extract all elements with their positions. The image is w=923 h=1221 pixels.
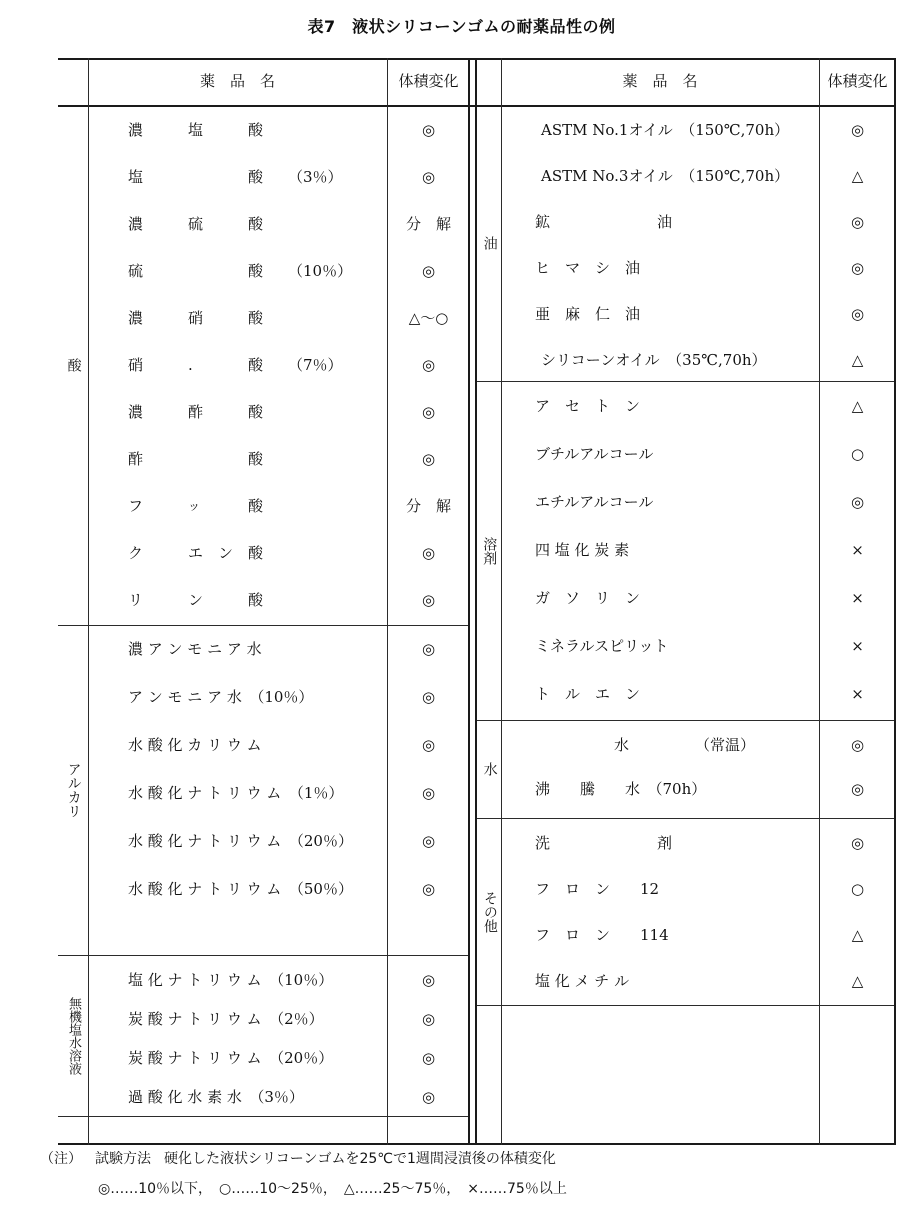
left-divider-alkali-salt: [58, 955, 470, 956]
value-cell: ×: [851, 685, 864, 703]
table-row: [501, 531, 819, 570]
value-cell: 分 解: [405, 215, 451, 233]
cell-text: ト ル エ ン: [535, 685, 641, 703]
cell-text-c: 酸: [248, 591, 264, 609]
cell-text-c: 酸: [248, 403, 264, 421]
cell-text-b: ッ: [188, 499, 201, 513]
cell-text: ブチルアルコール: [535, 445, 654, 463]
table-row: [88, 252, 387, 291]
cell-text: 水 酸 化 ナ ト リ ウ ム （20％）: [128, 832, 353, 850]
cell-text-b: .: [188, 356, 193, 374]
table-row: [501, 916, 819, 955]
value-cell: ◎: [421, 403, 436, 421]
table-row: [88, 774, 387, 813]
value-cell: ◎: [421, 121, 436, 139]
table-row: [88, 630, 387, 669]
cell-text-c: 酸: [248, 262, 264, 280]
value-cell: ◎: [421, 880, 436, 898]
cell-text-a: 濃: [128, 309, 144, 327]
table-row: [88, 678, 387, 717]
table-row: [88, 158, 387, 197]
table-row: [88, 393, 387, 432]
value-cell: ◎: [850, 121, 865, 139]
cell-text: 四 塩 化 炭 素: [535, 541, 630, 559]
cell-text-b: 硝: [188, 309, 204, 327]
cell-text-a: 硝: [128, 356, 144, 374]
cell-text: 水 酸 化 ナ ト リ ウ ム （1％）: [128, 784, 344, 802]
header-left-chemical-name: 薬 品 名: [199, 72, 275, 90]
value-cell: ◎: [850, 736, 865, 754]
right-divider-solvent-water: [477, 720, 896, 721]
cell-text-c: 酸: [248, 168, 264, 186]
header-left-volume-change: 体積変化: [398, 72, 459, 90]
page-title: 表7 液状シリコーンゴムの耐薬品性の例: [307, 17, 616, 36]
cell-text: ヒ マ シ 油: [535, 259, 641, 277]
table-row: [88, 299, 387, 338]
value-cell: ◎: [421, 784, 436, 802]
cell-text-a: 鉱: [535, 213, 551, 231]
value-cell: 分 解: [405, 497, 451, 515]
cell-text-d: （3％）: [288, 168, 343, 186]
value-cell: ◎: [850, 493, 865, 511]
table-row: [501, 483, 819, 522]
value-cell: △: [851, 926, 864, 944]
cell-text: 過 酸 化 水 素 水 （3％）: [128, 1088, 304, 1106]
table-row: [501, 870, 819, 909]
table-row: [501, 387, 819, 426]
table-row: [88, 822, 387, 861]
value-cell: △: [851, 167, 864, 185]
cell-text-b: エ ン: [188, 544, 234, 562]
table-row: [501, 111, 819, 150]
table-row: [501, 726, 819, 765]
value-cell: ◎: [421, 544, 436, 562]
cell-text: 炭 酸 ナ ト リ ウ ム （20％）: [128, 1049, 334, 1067]
cell-text: ASTM No.3オイル （150℃,70h）: [541, 167, 790, 185]
table-row: [501, 627, 819, 666]
right-divider-oil-solvent: [477, 381, 896, 382]
value-cell: ×: [851, 637, 864, 655]
value-cell: ◎: [421, 1088, 436, 1106]
value-cell: ◎: [850, 305, 865, 323]
value-cell: ○: [850, 445, 865, 463]
cell-text-c: 酸: [248, 450, 264, 468]
value-cell: ◎: [421, 640, 436, 658]
table-row: [88, 726, 387, 765]
group-label-inorganic-salt-solution: 無機塩水溶液: [65, 996, 81, 1075]
value-cell: △: [851, 397, 864, 415]
cell-text-b: 硫: [188, 215, 204, 233]
cell-text-a: 洗: [535, 834, 551, 852]
cell-text-d: （7％）: [288, 356, 343, 374]
cell-text: 亜 麻 仁 油: [535, 305, 641, 323]
table-row: [501, 435, 819, 474]
table-row: [88, 870, 387, 909]
table-bottom-border: [58, 1143, 896, 1145]
cell-text: 水 酸 化 カ リ ウ ム: [128, 736, 262, 754]
cell-text-c: 酸: [248, 309, 264, 327]
value-cell: ◎: [421, 1049, 436, 1067]
cell-text-a: ク: [128, 544, 144, 562]
value-cell: ◎: [850, 780, 865, 798]
footnote-method-body: 硬化した液状シリコーンゴムを25℃で1週間浸漬後の体積変化: [164, 1151, 556, 1167]
table-row: [501, 341, 819, 380]
value-cell: ◎: [850, 213, 865, 231]
table-row: [88, 205, 387, 244]
table-row: [88, 1039, 387, 1078]
group-label-alkali: アルカリ: [65, 762, 82, 818]
cell-text-c: 酸: [248, 121, 264, 139]
cell-text-a: 硫: [128, 262, 144, 280]
cell-text: 濃 ア ン モ ニ ア 水: [128, 640, 262, 658]
cell-text-c: 油: [657, 213, 673, 231]
value-cell: ○: [850, 880, 865, 898]
cell-text: ア ン モ ニ ア 水 （10％）: [128, 688, 314, 706]
cell-text: 塩 化 メ チ ル: [535, 972, 630, 990]
group-label-other: その他: [481, 890, 498, 933]
table-row: [501, 295, 819, 334]
right-divider-other-end: [477, 1005, 896, 1006]
cell-text-c: （常温）: [695, 736, 756, 754]
value-cell: ×: [851, 541, 864, 559]
group-label-water: 水: [481, 762, 498, 776]
footnote-method-label: 試験方法: [95, 1151, 151, 1167]
cell-text-d: （10％）: [288, 262, 353, 280]
cell-text-b: 塩: [188, 121, 204, 139]
cell-text: ミネラルスピリット: [535, 637, 669, 655]
cell-text: 沸 騰 水 （70h）: [535, 780, 707, 798]
table-row: [88, 1078, 387, 1117]
group-label-oil: 油: [481, 236, 498, 250]
cell-text: フ ロ ン 114: [535, 926, 669, 944]
cell-text: 水 酸 化 ナ ト リ ウ ム （50％）: [128, 880, 353, 898]
value-cell: ×: [851, 589, 864, 607]
header-right-volume-change: 体積変化: [827, 72, 888, 90]
cell-text: 塩 化 ナ ト リ ウ ム （10％）: [128, 971, 334, 989]
table-row: [501, 249, 819, 288]
footnote-line-1: [40, 1152, 556, 1166]
cell-text-a: 塩: [128, 168, 144, 186]
table-row: [501, 962, 819, 1001]
header-right-chemical-name: 薬 品 名: [622, 72, 698, 90]
cell-text-a: 濃: [128, 121, 144, 139]
group-label-acid: 酸: [65, 358, 82, 372]
value-cell: ◎: [421, 168, 436, 186]
table-row: [88, 534, 387, 573]
value-cell: ◎: [421, 736, 436, 754]
cell-text: エチルアルコール: [535, 493, 654, 511]
cell-text-c: 酸: [248, 497, 264, 515]
cell-text-c: 酸: [248, 215, 264, 233]
cell-text-c: 剤: [657, 834, 673, 852]
value-cell: △〜○: [408, 309, 449, 327]
cell-text-a: フ: [128, 497, 144, 515]
value-cell: ◎: [421, 356, 436, 374]
left-divider-acid-alkali: [58, 625, 470, 626]
cell-text-a: 濃: [128, 403, 144, 421]
value-cell: ◎: [421, 832, 436, 850]
table-row: [88, 111, 387, 150]
cell-text: ASTM No.1オイル （150℃,70h）: [541, 121, 790, 139]
table-row: [88, 487, 387, 526]
right-divider-water-other: [477, 818, 896, 819]
table-row: [501, 675, 819, 714]
cell-text-c: 酸: [248, 356, 264, 374]
footnote-line-2: ◎……10％以下， ○……10〜25％， △……25〜75％， ×……75％以上: [98, 1181, 567, 1197]
table-row: [501, 824, 819, 863]
table-row: [88, 1000, 387, 1039]
cell-text: ア セ ト ン: [535, 397, 641, 415]
chemical-resistance-table: [58, 58, 896, 1145]
cell-text-a: リ: [128, 591, 144, 609]
cell-text-a: 濃: [128, 215, 144, 233]
table-row: [88, 961, 387, 1000]
value-cell: ◎: [850, 259, 865, 277]
cell-text-b: ン: [188, 591, 204, 609]
cell-text: シリコーンオイル （35℃,70h）: [541, 351, 767, 369]
cell-text: 炭 酸 ナ ト リ ウ ム （2％）: [128, 1010, 324, 1028]
cell-text-a: 水: [614, 736, 630, 754]
table-row: [88, 581, 387, 620]
cell-text: ガ ソ リ ン: [535, 589, 641, 607]
cell-text-b: 酢: [188, 403, 204, 421]
value-cell: △: [851, 351, 864, 369]
group-label-solvent: 溶剤: [481, 536, 498, 565]
value-cell: ◎: [421, 262, 436, 280]
cell-text: フ ロ ン 12: [535, 880, 660, 898]
value-cell: ◎: [421, 1010, 436, 1028]
table-row: [501, 770, 819, 809]
table-row: [88, 346, 387, 385]
value-cell: ◎: [850, 834, 865, 852]
value-cell: ◎: [421, 450, 436, 468]
value-cell: ◎: [421, 688, 436, 706]
footnote-note-label: （注）: [40, 1151, 82, 1167]
value-cell: ◎: [421, 971, 436, 989]
table-row: [88, 440, 387, 479]
table-row: [501, 157, 819, 196]
table-row: [501, 203, 819, 242]
cell-text-c: 酸: [248, 544, 264, 562]
value-cell: ◎: [421, 591, 436, 609]
cell-text-a: 酢: [128, 450, 144, 468]
table-row: [501, 579, 819, 618]
value-cell: △: [851, 972, 864, 990]
